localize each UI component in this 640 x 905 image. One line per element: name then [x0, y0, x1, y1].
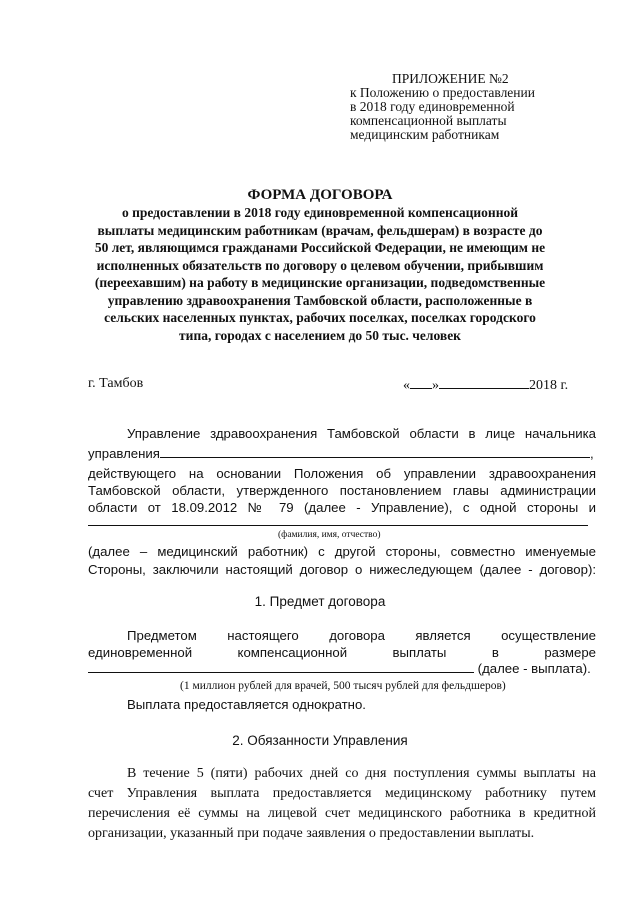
appendix-line: компенсационной выплаты	[350, 113, 507, 128]
subject-line: о предоставлении в 2018 году единовременной компенсационной	[121, 205, 519, 220]
section2-line: счет Управления выплата предоставляется медицинскому работнику путем	[88, 786, 596, 801]
section1-line: Предметом настоящего договора является осуществление	[127, 628, 596, 643]
appendix-line: к Положению о предоставлении	[350, 85, 535, 100]
amount-row	[88, 661, 596, 676]
subject-line: выплаты медицинским работникам (врачам, фельдшерам) в возрасте до	[97, 222, 543, 238]
intro-line-manager	[88, 446, 596, 461]
section2-title: 2. Обязанности Управления	[232, 733, 408, 748]
place: г. Тамбов	[88, 376, 144, 391]
appendix-line: медицинским работникам	[350, 127, 500, 142]
intro-line-manager-label: управления	[88, 446, 160, 461]
subject-line: (переехавшим) на работу в медицинские организации, подведомственные	[94, 275, 546, 290]
contract-date	[403, 376, 568, 394]
intro-line: области от 18.09.2012 № 79 (далее - Управление), с одной стороны и	[88, 500, 596, 515]
intro-line: (далее – медицинский работник) с другой стороны, совместно именуемые	[88, 544, 596, 559]
appendix-title: ПРИЛОЖЕНИЕ №2	[392, 71, 509, 86]
subject-line: сельских населенных пунктах, рабочих поселках, поселках городского	[104, 310, 536, 325]
section1-line: единовременной компенсационной выплаты в размере	[88, 645, 596, 660]
subject-line: исполненных обязательств по договору о целевом обучении, прибывшим	[96, 257, 544, 273]
amount-note: (1 миллион рублей для врачей, 500 тысяч рублей для фельдшеров)	[180, 680, 506, 692]
section2-line: В течение 5 (пяти) рабочих дней со дня поступления суммы выплаты на	[127, 766, 596, 781]
month-blank[interactable]	[439, 376, 529, 389]
intro-line: действующего на основании Положения об управлении здравоохранения	[88, 466, 596, 481]
form-title: ФОРМА ДОГОВОРА	[247, 187, 393, 203]
section2-line: организации, указанный при подаче заявления о предоставлении выплаты.	[88, 826, 535, 841]
intro-line: Тамбовской области, утвержденного постановлением главы администрации	[88, 483, 596, 498]
section1-line-end: (далее - выплата).	[477, 661, 591, 676]
fio-note: (фамилия, имя, отчество)	[278, 530, 381, 540]
intro-line: Стороны, заключили настоящий договор о нижеследующем (далее - договор):	[88, 562, 596, 577]
date-close-quote: »	[432, 378, 439, 393]
section2-body	[88, 764, 596, 844]
subject-line: 50 лет, являющимся гражданами Российской Федерации, не имеющим не	[94, 240, 546, 255]
intro-line-comma: ,	[589, 446, 594, 461]
amount-blank[interactable]	[88, 661, 474, 673]
form-subject	[80, 204, 560, 344]
subject-line: типа, городах с населением до 50 тыс. человек	[179, 327, 461, 343]
worker-name-row	[88, 514, 596, 529]
date-open-quote: «	[403, 378, 410, 393]
section1-line: Выплата предоставляется однократно.	[127, 697, 366, 712]
manager-name-blank[interactable]	[160, 446, 590, 458]
appendix-header	[350, 72, 535, 142]
date-year: 2018 г.	[529, 378, 569, 393]
section1-title: 1. Предмет договора	[254, 594, 386, 609]
intro-line: Управление здравоохранения Тамбовской области в лице начальника	[127, 426, 596, 441]
section2-line: перечисления её суммы на лицевой счет медицинского работника в кредитной	[88, 806, 596, 821]
subject-line: управлению здравоохранения Тамбовской области, расположенные в	[107, 292, 533, 308]
worker-name-blank[interactable]	[88, 514, 588, 526]
day-blank[interactable]	[410, 376, 432, 389]
appendix-line: в 2018 году единовременной	[350, 99, 515, 114]
